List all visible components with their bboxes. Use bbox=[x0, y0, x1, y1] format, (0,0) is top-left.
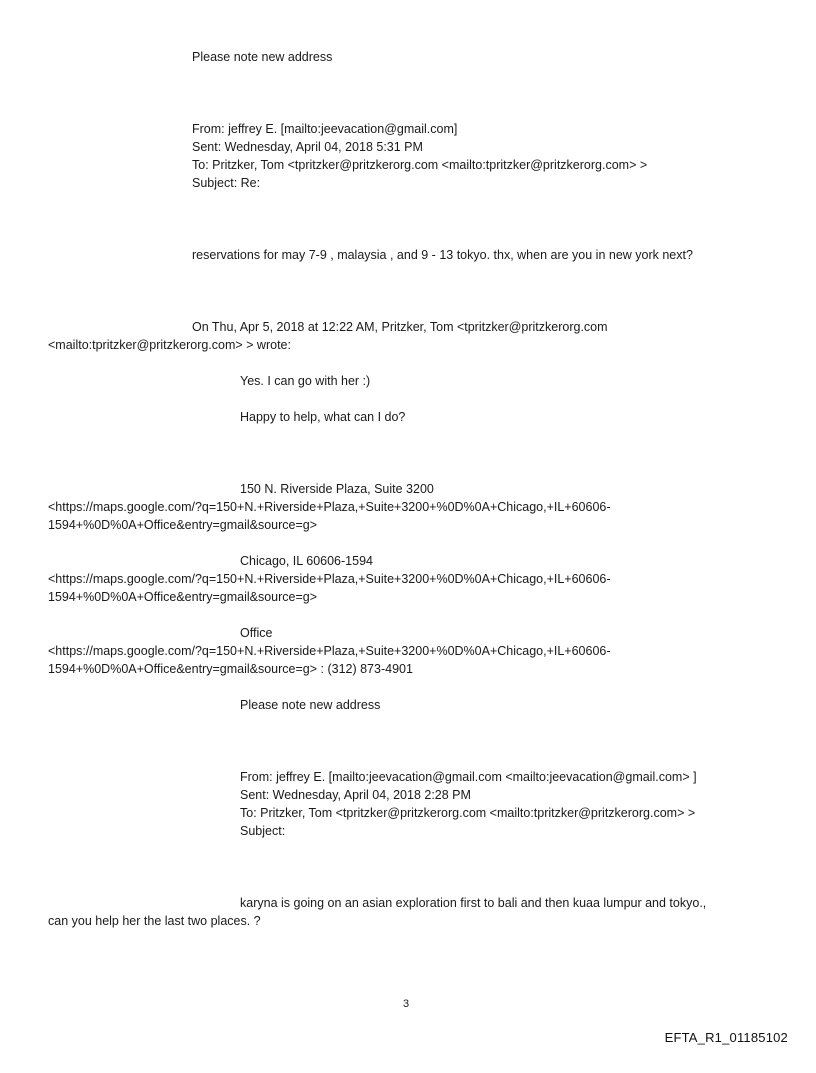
signature-address-2-link-cont[interactable]: 1594+%0D%0A+Office&entry=gmail&source=g> bbox=[48, 590, 318, 604]
signature-address-1-link-cont[interactable]: 1594+%0D%0A+Office&entry=gmail&source=g> bbox=[48, 518, 318, 532]
document-id: EFTA_R1_01185102 bbox=[664, 1030, 788, 1045]
signature-note: Please note new address bbox=[240, 698, 381, 712]
top-note: Please note new address bbox=[192, 50, 333, 64]
quoted-intro-line-2: <mailto:tpritzker@pritzkerorg.com> > wrote: bbox=[48, 338, 291, 352]
signature-address-2-link[interactable]: <https://maps.google.com/?q=150+N.+Riverside+Plaza,+Suite+3200+%0D%0A+Chicago,+IL+60606- bbox=[48, 572, 611, 586]
header-from: From: jeffrey E. [mailto:jeevacation@gmail.com] bbox=[192, 122, 458, 136]
signature-address-1: 150 N. Riverside Plaza, Suite 3200 bbox=[240, 482, 434, 496]
signature-office: Office bbox=[240, 626, 273, 640]
inner-header-sent: Sent: Wednesday, April 04, 2018 2:28 PM bbox=[240, 788, 471, 802]
inner-header-from: From: jeffrey E. [mailto:jeevacation@gmail.com <mailto:jeevacation@gmail.com> ] bbox=[240, 770, 697, 784]
signature-address-1-link[interactable]: <https://maps.google.com/?q=150+N.+Riverside+Plaza,+Suite+3200+%0D%0A+Chicago,+IL+60606- bbox=[48, 500, 611, 514]
page-number: 3 bbox=[403, 998, 410, 1010]
reply-line-2: Happy to help, what can I do? bbox=[240, 410, 406, 424]
header-sent: Sent: Wednesday, April 04, 2018 5:31 PM bbox=[192, 140, 423, 154]
inner-header-subject: Subject: bbox=[240, 824, 286, 838]
reply-line-1: Yes. I can go with her :) bbox=[240, 374, 371, 388]
quoted-intro-line-1: On Thu, Apr 5, 2018 at 12:22 AM, Pritzker, Tom <tpritzker@pritzkerorg.com bbox=[192, 320, 608, 334]
signature-office-link-cont[interactable]: 1594+%0D%0A+Office&entry=gmail&source=g> : (312) 873-4901 bbox=[48, 662, 413, 676]
header-to: To: Pritzker, Tom <tpritzker@pritzkerorg.com <mailto:tpritzker@pritzkerorg.com> > bbox=[192, 158, 648, 172]
signature-address-2: Chicago, IL 60606-1594 bbox=[240, 554, 373, 568]
signature-office-link[interactable]: <https://maps.google.com/?q=150+N.+Riverside+Plaza,+Suite+3200+%0D%0A+Chicago,+IL+60606- bbox=[48, 644, 611, 658]
header-subject: Subject: Re: bbox=[192, 176, 261, 190]
top-email-body: reservations for may 7-9 , malaysia , and 9 - 13 tokyo. thx, when are you in new york next? bbox=[192, 248, 693, 262]
inner-body-line-2: can you help her the last two places. ? bbox=[48, 914, 261, 928]
inner-header-to: To: Pritzker, Tom <tpritzker@pritzkerorg.com <mailto:tpritzker@pritzkerorg.com> > bbox=[240, 806, 696, 820]
inner-body-line-1: karyna is going on an asian exploration first to bali and then kuaa lumpur and tokyo., bbox=[240, 896, 707, 910]
